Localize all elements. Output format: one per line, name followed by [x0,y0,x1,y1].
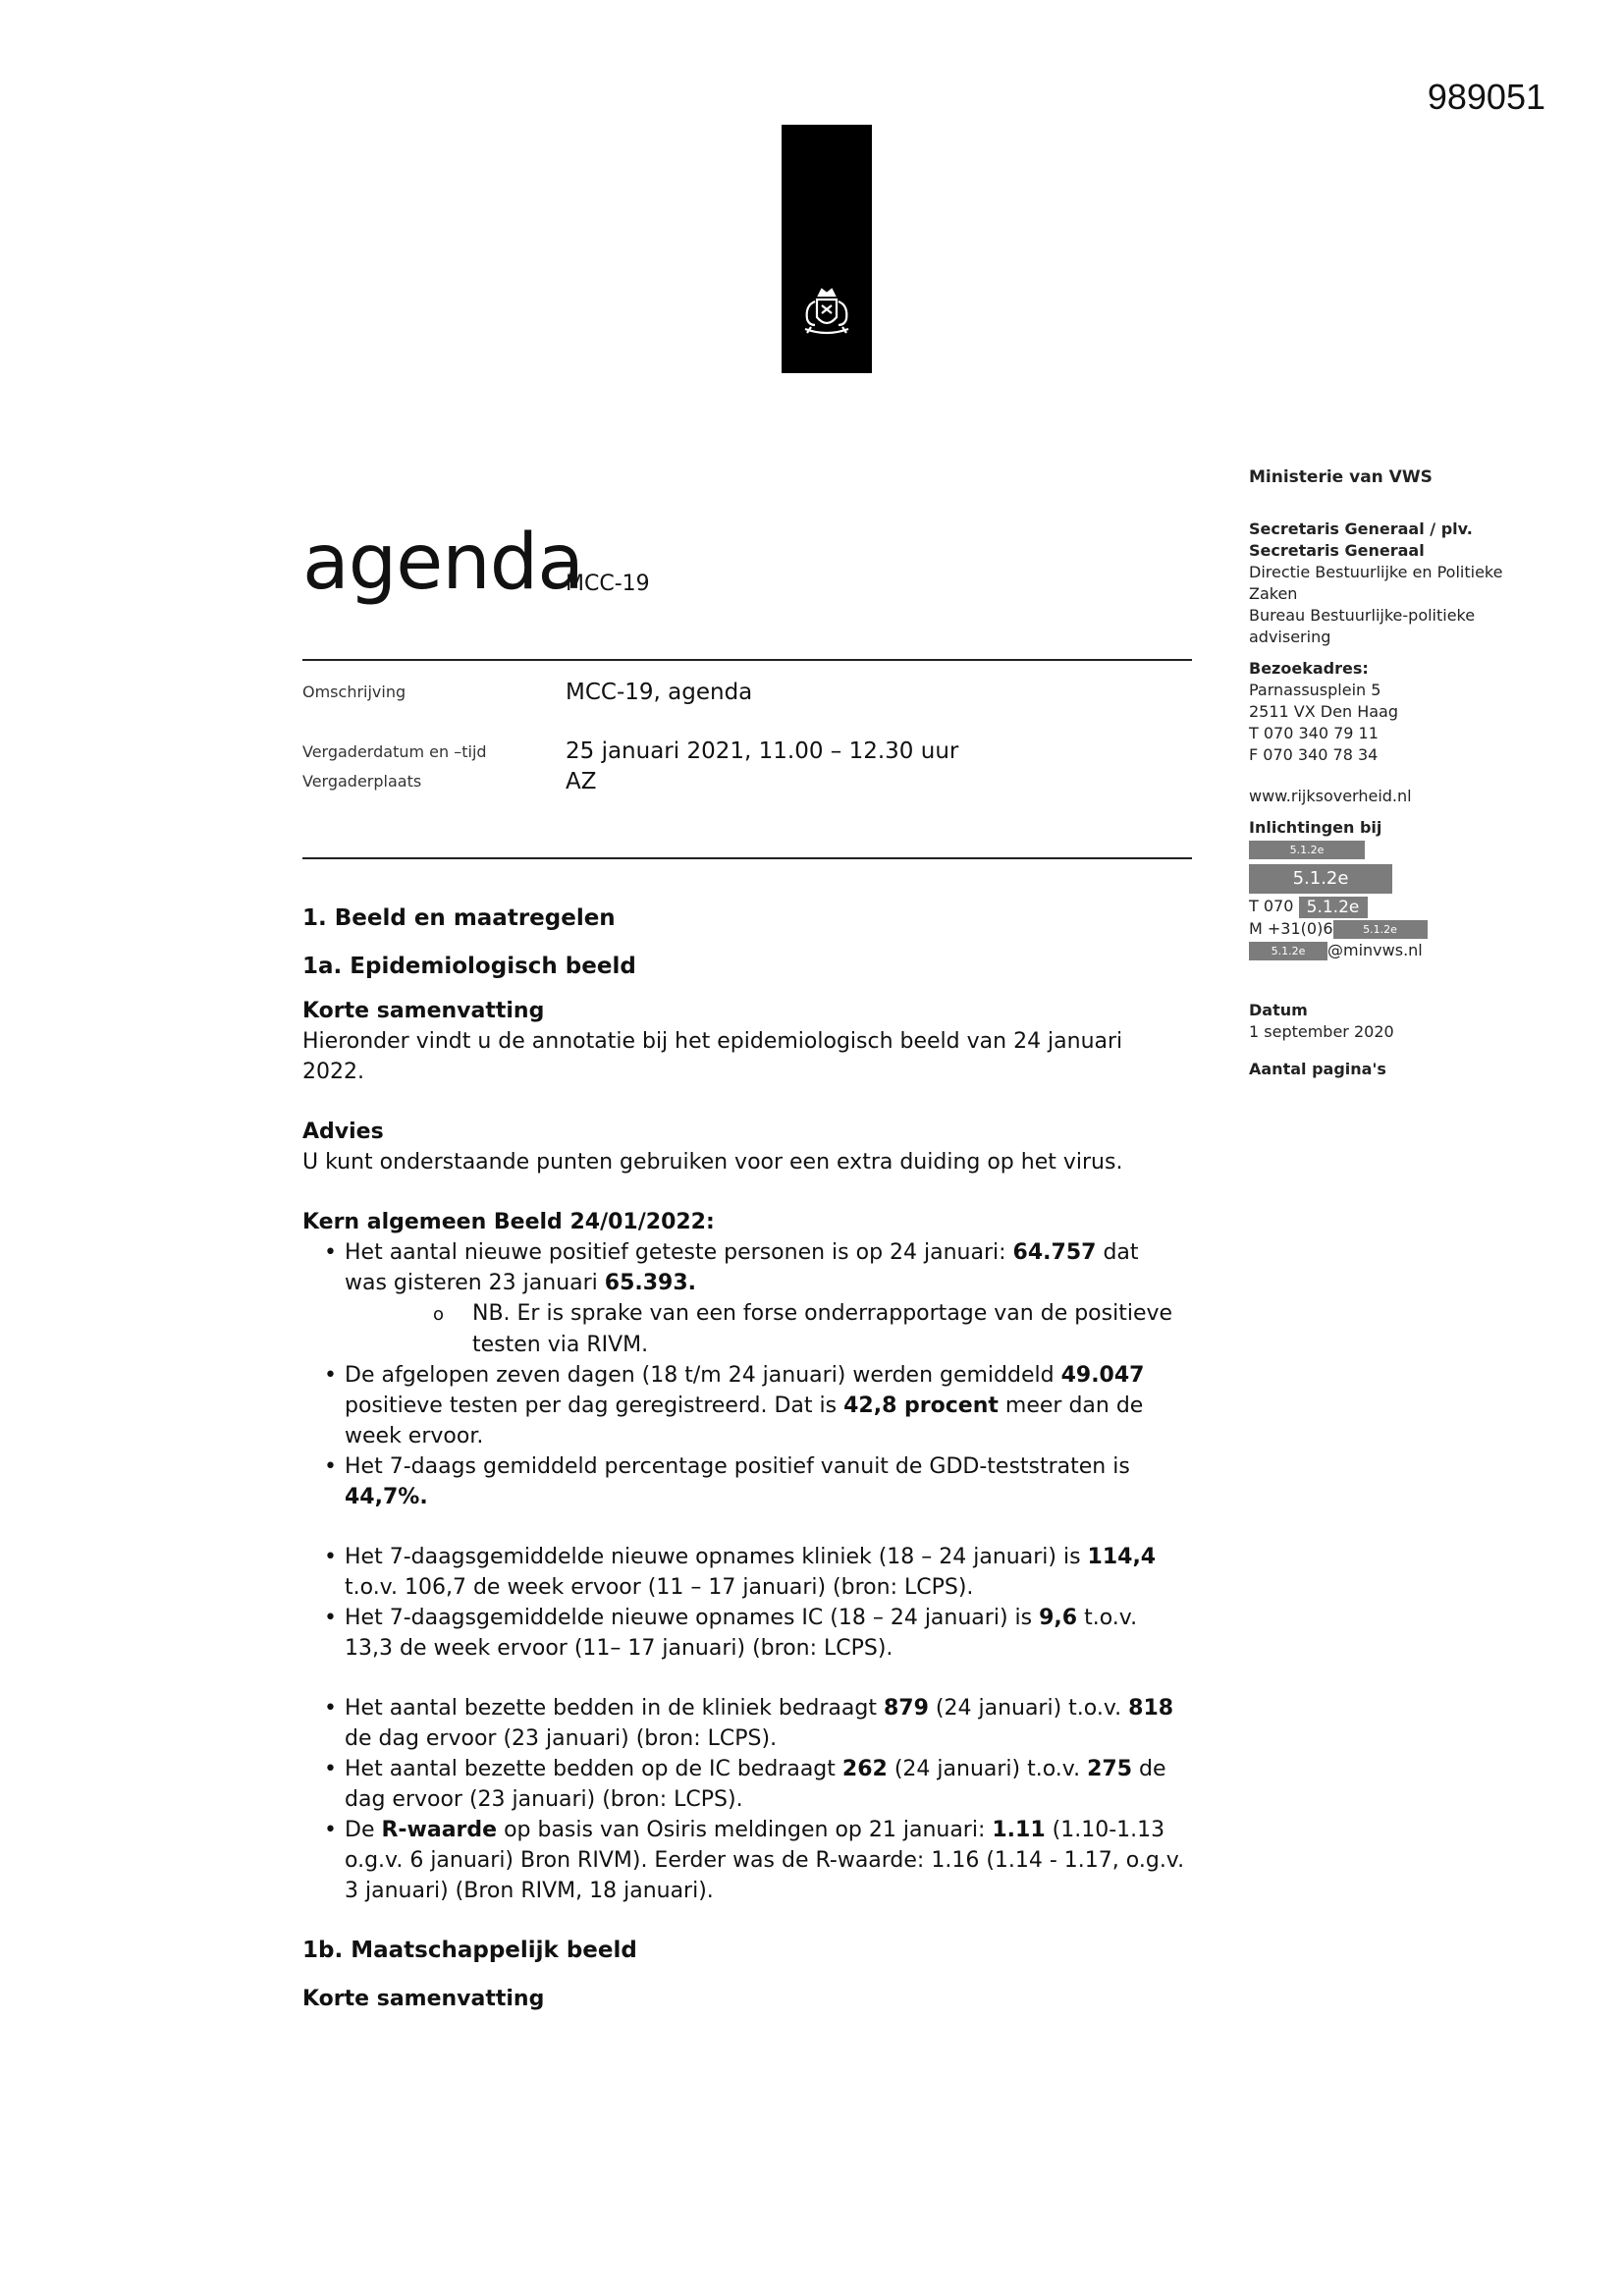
opnames-list [302,1542,1186,1664]
datum-label: Vergaderdatum en –tijd [302,742,487,761]
section-heading-1a: 1a. Epidemiologisch beeld [302,954,636,979]
redaction-box: 5.1.2e [1299,897,1368,918]
sidebar-address: Bezoekadres: Parnassusplein 5 2511 VX Den Haag T 070 340 79 11 F 070 340 78 34 [1249,659,1398,764]
summary-text: Hieronder vindt u de annotatie bij het epidemiologisch beeld van 24 januari 2022. [302,1029,1123,1084]
advies-text: U kunt onderstaande punten gebruiken voor een extra duiding op het virus. [302,1150,1123,1175]
sub-list-item: o NB. Er is sprake van een forse onderrapportage van de positieve testen via RIVM. [345,1298,1186,1360]
sidebar-website[interactable]: www.rijksoverheid.nl [1249,787,1412,805]
government-logo [782,125,872,373]
omschrijving-label: Omschrijving [302,683,406,701]
list-item: • Het 7-daagsgemiddelde nieuwe opnames IC (18 – 24 januari) is 9,6 t.o.v. 13,3 de week ervoor (11– 17 januari) (bron: LCPS). [302,1603,1186,1664]
document-number: 989051 [1427,77,1545,117]
bedden-list [302,1693,1186,1906]
redaction-box: 5.1.2e [1333,920,1428,939]
divider-bottom [302,857,1192,859]
korte-samenvatting-heading-2: Korte samenvatting [302,1987,545,2011]
tel-prefix: T 070 [1249,897,1294,915]
sidebar-pages: Aantal pagina's [1249,1060,1386,1078]
redaction-box: 5.1.2e [1249,864,1392,894]
section-heading-1: 1. Beeld en maatregelen [302,905,616,931]
sidebar-ministry: Ministerie van VWS [1249,467,1433,487]
sidebar-info: Inlichtingen bij 5.1.2e 5.1.2e T 070 5.1.2e M +31(0)6 5.1.2e 5.1.2e @minvws.nl [1249,817,1428,961]
sidebar-department: Secretaris Generaal / plv. Secretaris Generaal Directie Bestuurlijke en Politieke Zaken Bureau Bestuurlijke-politieke advisering [1249,519,1503,646]
datum-value: 25 januari 2021, 11.00 – 12.30 uur [566,738,959,764]
page-subtitle: MCC-19 [566,572,650,596]
section-heading-1b: 1b. Maatschappelijk beeld [302,1938,637,1963]
advies-heading: Advies [302,1120,384,1144]
redaction-box: 5.1.2e [1249,841,1365,859]
sub-list [345,1298,1186,1360]
sidebar-date: Datum 1 september 2020 [1249,1001,1394,1041]
redaction-box: 5.1.2e [1249,942,1327,960]
kern-heading: Kern algemeen Beeld 24/01/2022: [302,1210,715,1234]
divider-top [302,659,1192,661]
list-item: • De R-waarde op basis van Osiris meldingen op 21 januari: 1.11 (1.10-1.13 o.g.v. 6 januari) Bron RIVM). Eerder was de R-waarde: 1.16 (1.14 - 1.17, o.g.v. 3 januari) (Bron RIVM, 18 januari). [302,1815,1186,1906]
list-item: • Het aantal bezette bedden op de IC bedraagt 262 (24 januari) t.o.v. 275 de dag ervoor (23 januari) (bron: LCPS). [302,1754,1186,1815]
coat-of-arms-icon [795,282,858,345]
page-title: agenda [302,519,584,607]
list-item: • De afgelopen zeven dagen (18 t/m 24 januari) werden gemiddeld 49.047 positieve testen per dag geregistreerd. Dat is 42,8 procent meer dan de week ervoor. [302,1360,1186,1451]
kern-list [302,1237,1186,1512]
plaats-value: AZ [566,769,597,794]
plaats-label: Vergaderplaats [302,772,422,791]
korte-samenvatting-heading: Korte samenvatting [302,999,545,1023]
list-item: • Het aantal nieuwe positief geteste personen is op 24 januari: 64.757 dat was gisteren 23 januari 65.393. o NB. Er is sprake van een forse onderrapportage van de positieve testen via RIVM. [302,1237,1186,1360]
mobile-prefix: M +31(0)6 [1249,918,1333,938]
email-suffix: @minvws.nl [1327,940,1423,959]
list-item: • Het aantal bezette bedden in de kliniek bedraagt 879 (24 januari) t.o.v. 818 de dag ervoor (23 januari) (bron: LCPS). [302,1693,1186,1754]
omschrijving-value: MCC-19, agenda [566,680,753,705]
list-item: • Het 7-daagsgemiddelde nieuwe opnames kliniek (18 – 24 januari) is 114,4 t.o.v. 106,7 de week ervoor (11 – 17 januari) (bron: LCPS). [302,1542,1186,1603]
agenda-body [302,903,1186,2014]
list-item: • Het 7-daags gemiddeld percentage positief vanuit de GDD-teststraten is 44,7%. [302,1451,1186,1512]
